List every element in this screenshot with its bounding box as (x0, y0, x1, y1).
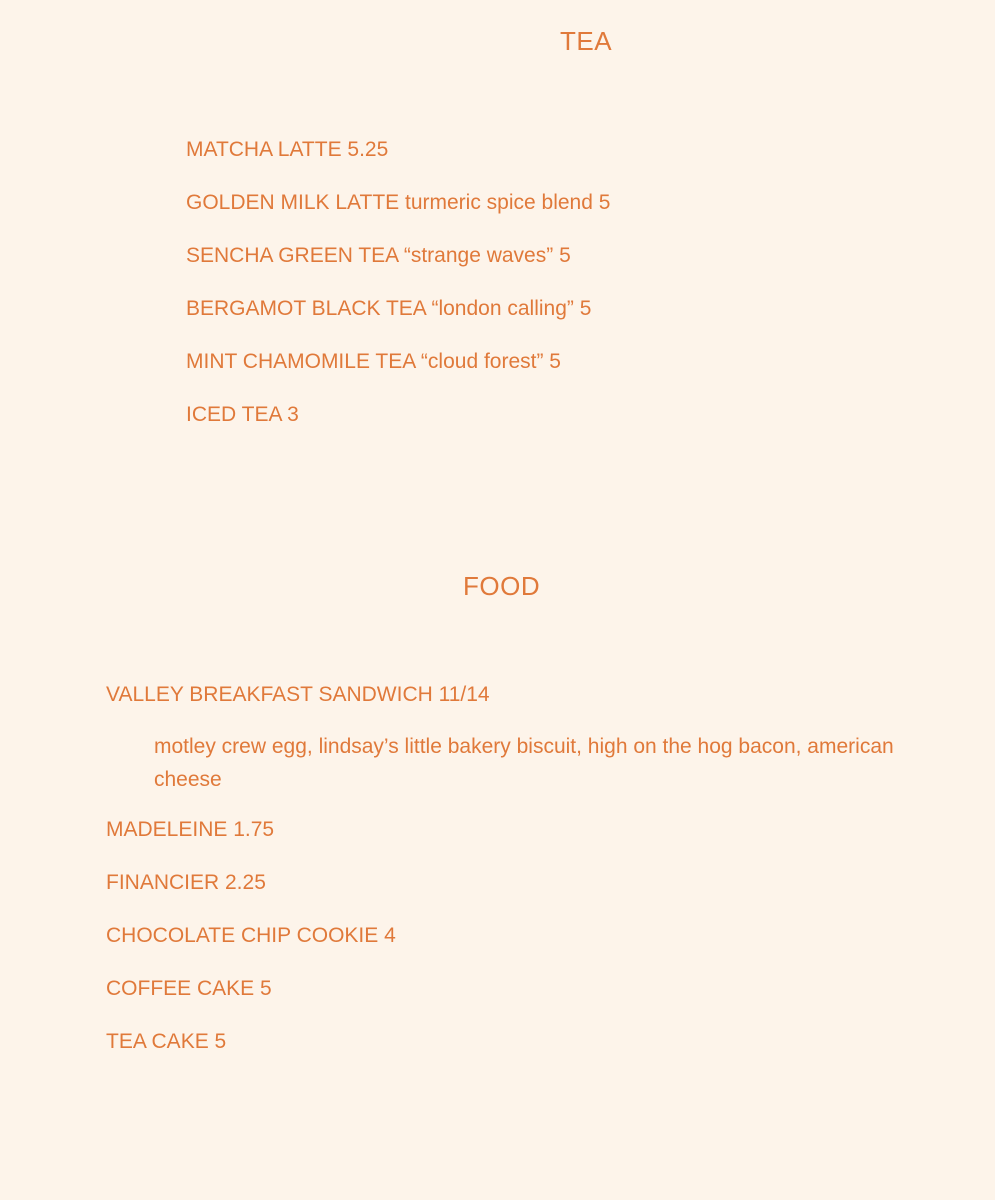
tea-item-golden-milk-latte: GOLDEN MILK LATTE turmeric spice blend 5 (186, 191, 611, 214)
tea-item-bergamot-black-tea: BERGAMOT BLACK TEA “london calling” 5 (186, 297, 592, 320)
food-item-financier: FINANCIER 2.25 (106, 871, 266, 894)
tea-item-mint-chamomile-tea: MINT CHAMOMILE TEA “cloud forest” 5 (186, 350, 561, 373)
food-menu-list (106, 681, 966, 1081)
tea-menu-list (186, 136, 610, 454)
food-item-chocolate-chip-cookie: CHOCOLATE CHIP COOKIE 4 (106, 924, 396, 947)
tea-item-sencha-green-tea: SENCHA GREEN TEA “strange waves” 5 (186, 244, 571, 267)
food-item-madeleine: MADELEINE 1.75 (106, 818, 275, 841)
breakfast-sandwich-description: motley crew egg, lindsay’s little bakery biscuit, high on the hog bacon, american cheese (154, 735, 894, 791)
tea-item-matcha-latte: MATCHA LATTE 5.25 (186, 138, 389, 161)
food-item-tea-cake: TEA CAKE 5 (106, 1030, 227, 1053)
tea-section-heading: TEA (560, 26, 613, 56)
tea-item-iced-tea: ICED TEA 3 (186, 403, 299, 426)
food-item-breakfast-sandwich: VALLEY BREAKFAST SANDWICH 11/14 (106, 683, 490, 706)
food-section-heading: FOOD (463, 571, 541, 601)
food-item-coffee-cake: COFFEE CAKE 5 (106, 977, 272, 1000)
